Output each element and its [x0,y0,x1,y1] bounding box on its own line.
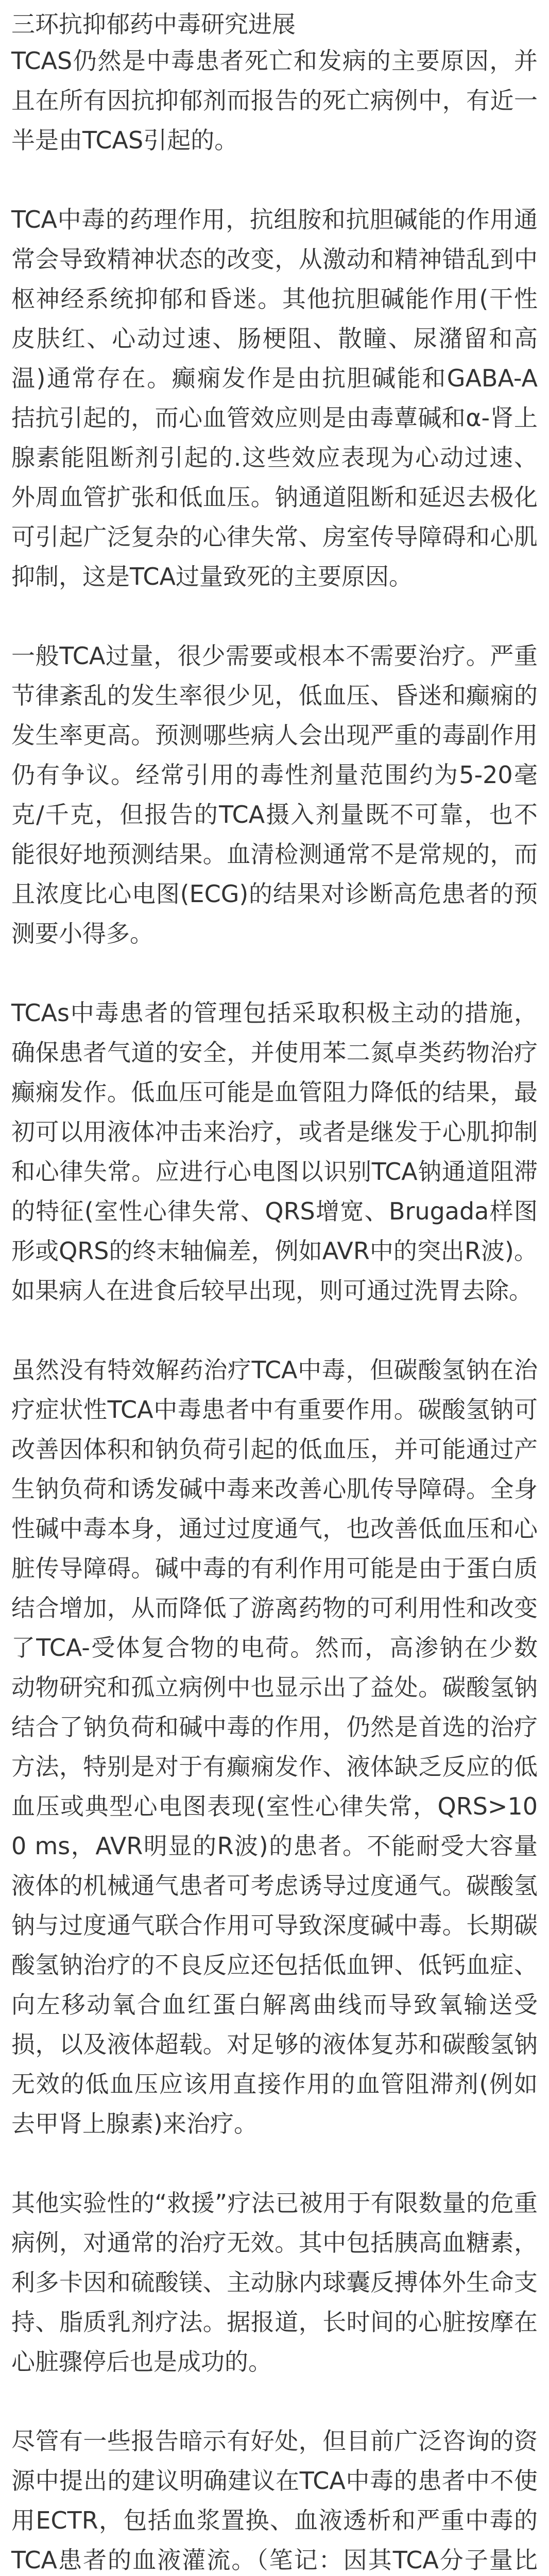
paragraph-6: 其他实验性的“救援”疗法已被用于有限数量的危重病例，对通常的治疗无效。其中包括胰高血糖素，利多卡因和硫酸镁、主动脉内球囊反搏体外生命支持、脂质乳剂疗法。据报道，长时间的心脏按摩在心脏骤停后也是成功的。 [11,2189,538,2376]
paragraph-gap [11,954,538,993]
paragraph-5: 虽然没有特效解药治疗TCA中毒，但碳酸氢钠在治疗症状性TCA中毒患者中有重要作用。碳酸氢钠可改善因体积和钠负荷引起的低血压，并可能通过产生钠负荷和诱发碱中毒来改善心肌传导障碍。全身性碱中毒本身，通过过度通气，也改善低血压和心脏传导障碍。碱中毒的有利作用可能是由于蛋白质结合增加，从而降低了游离药物的可利用性和改变了TCA-受体复合物的电荷。然而，高渗钠在少数动物研究和孤立病例中也显示出了益处。碳酸氢钠结合了钠负荷和碱中毒的作用，仍然是首选的治疗方法，特别是对于有癫痫发作、液体缺乏反应的低血压或典型心电图表现(室性心律失常，QRS>100 ms，AVR明显的R波)的患者。不能耐受大容量液体的机械通气患者可考虑诱导过度通气。碳酸氢钠与过度通气联合作用可导致深度碱中毒。长期碳酸氢钠治疗的不良反应还包括低血钾、低钙血症、向左移动氧合血红蛋白解离曲线而导致氧输送受损，以及液体超载。对足够的液体复苏和碳酸氢钠无效的低血压应该用直接作用的血管阻滞剂(例如去甲肾上腺素)来治疗。 [11,1356,538,2138]
paragraph-gap [11,2144,538,2183]
paragraph-gap [11,2382,538,2421]
paragraph-1: TCAS仍然是中毒患者死亡和发病的主要原因，并且在所有因抗抑郁剂而报告的死亡病例中，有近一半是由TCAS引起的。 [11,47,538,154]
paragraph-2: TCA中毒的药理作用，抗组胺和抗胆碱能的作用通常会导致精神状态的改变，从激动和精神错乱到中枢神经系统抑郁和昏迷。其他抗胆碱能作用(干性皮肤红、心动过速、肠梗阻、散瞳、尿潴留和高温)通常存在。癫痫发作是由抗胆碱能和GABA-A拮抗引起的，而心血管效应则是由毒蕈碱和α-肾上腺素能阻断剂引起的.这些效应表现为心动过速、外周血管扩张和低血压。钠通道阻断和延迟去极化可引起广泛复杂的心律失常、房室传导障碍和心肌抑制，这是TCA过量致死的主要原因。 [11,206,538,590]
paragraph-3: 一般TCA过量，很少需要或根本不需要治疗。严重节律紊乱的发生率很少见，低血压、昏迷和癫痫的发生率更高。预测哪些病人会出现严重的毒副作用仍有争议。经常引用的毒性剂量范围约为5-20毫克/千克，但报告的TCA摄入剂量既不可靠，也不能很好地预测结果。血清检测通常不是常规的，而且浓度比心电图(ECG)的结果对诊断高危患者的预测要小得多。 [11,642,538,947]
paragraph-gap [11,1311,538,1350]
paragraph-4: TCAs中毒患者的管理包括采取积极主动的措施，确保患者气道的安全，并使用苯二氮卓类药物治疗癫痫发作。低血压可能是血管阻力降低的结果，最初可以用液体冲击来治疗，或者是继发于心肌抑制和心律失常。应进行心电图以识别TCA钠通道阻滞的特征(室性心律失常、QRS增宽、Brugada样图形或QRS的终末轴偏差，例如AVR中的突出R波)。如果病人在进食后较早出现，则可通过洗胃去除。 [11,999,538,1304]
article-title: 三环抗抑郁药中毒研究进展 [11,10,296,38]
paragraph-gap [11,597,538,636]
paragraph-7: 尽管有一些报告暗示有好处，但目前广泛咨询的资源中提出的建议明确建议在TCA中毒的患者中不使用ECTR，包括血浆置换、血液透析和严重中毒的TCA患者的血液灌流。（笔记：因其TCA分子量比 [11,2427,538,2574]
paragraph-gap [11,160,538,200]
